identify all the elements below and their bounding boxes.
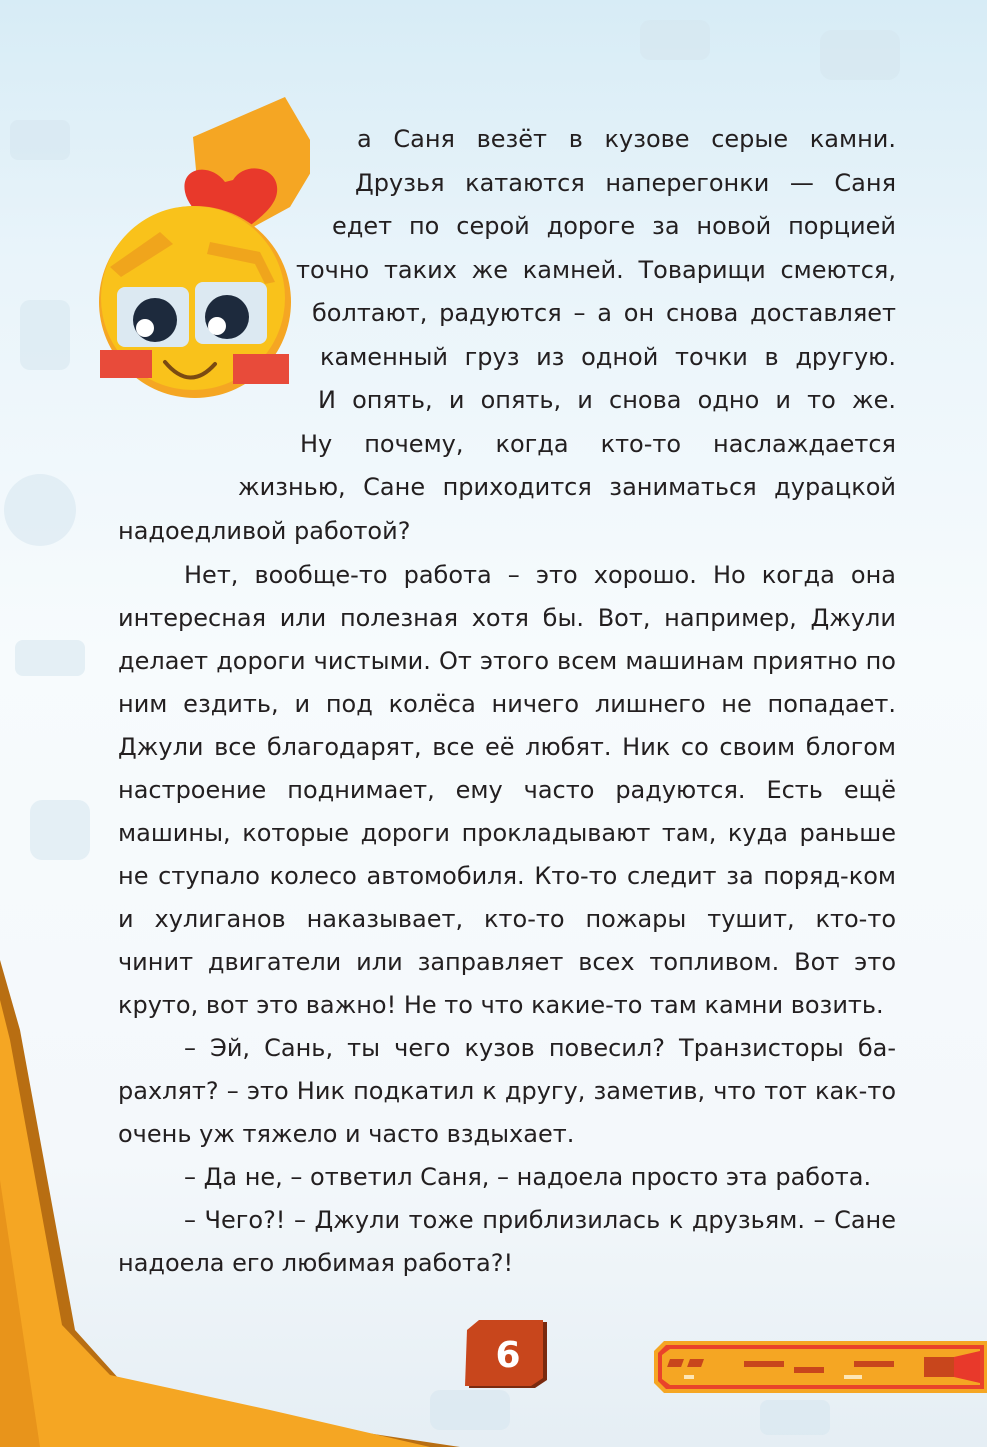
- page-number-badge: [465, 1320, 551, 1390]
- text-line-last: надоедливой работой?: [118, 517, 411, 545]
- text-line: Друзья катаются наперегонки — Саня: [355, 169, 896, 197]
- paragraph: Нет, вообще-то работа – это хорошо. Но когда она интересная или полезная хотя бы. Вот, например, Джули делает дороги чистыми. От этого всем машинам приятно по ним ездить, и под колёса ничего лишнего не попадает. Джули все благодарят, все её любят. Ник со своим блогом настроение поднимает, ему часто радуются. Есть ещё машины, которые дороги прокладывают там, куда раньше не ступало колесо автомобиля. Кто-то следит за поряд-ком и хулиганов наказывает, кто-то пожары тушит, кто-то чинит двигатели или заправляет всех топливом. Вот это круто, вот это важно! Не то что какие-то там камни возить.: [118, 561, 896, 1019]
- paragraph: – Чего?! – Джули тоже приблизилась к друзьям. – Сане надоела его любимая работа?!: [118, 1206, 896, 1277]
- text-line: жизнью, Сане приходится заниматься дурацкой: [238, 473, 896, 501]
- paragraph: – Да не, – ответил Саня, – надоела просто эта работа.: [184, 1163, 872, 1191]
- text-line: едет по серой дороге за новой порцией: [332, 212, 896, 240]
- text-line: а Саня везёт в кузове серые камни.: [357, 125, 896, 153]
- paragraph: – Эй, Сань, ты чего кузов повесил? Транзисторы ба-рахлят? – это Ник подкатил к другу, заметив, что тот как-то очень уж тяжело и часто вздыхает.: [118, 1034, 896, 1148]
- story-paragraphs: [118, 554, 896, 1285]
- text-line: Ну почему, когда кто-то наслаждается: [300, 430, 896, 458]
- text-line: каменный груз из одной точки в другую.: [320, 343, 896, 371]
- page-number: 6: [495, 1335, 521, 1376]
- text-line: болтают, радуются – а он снова доставляет: [312, 299, 896, 327]
- text-line: точно таких же камней. Товарищи смеются,: [296, 256, 896, 284]
- decorative-strip: [654, 1337, 987, 1397]
- text-line: И опять, и опять, и снова одно и то же.: [318, 386, 896, 414]
